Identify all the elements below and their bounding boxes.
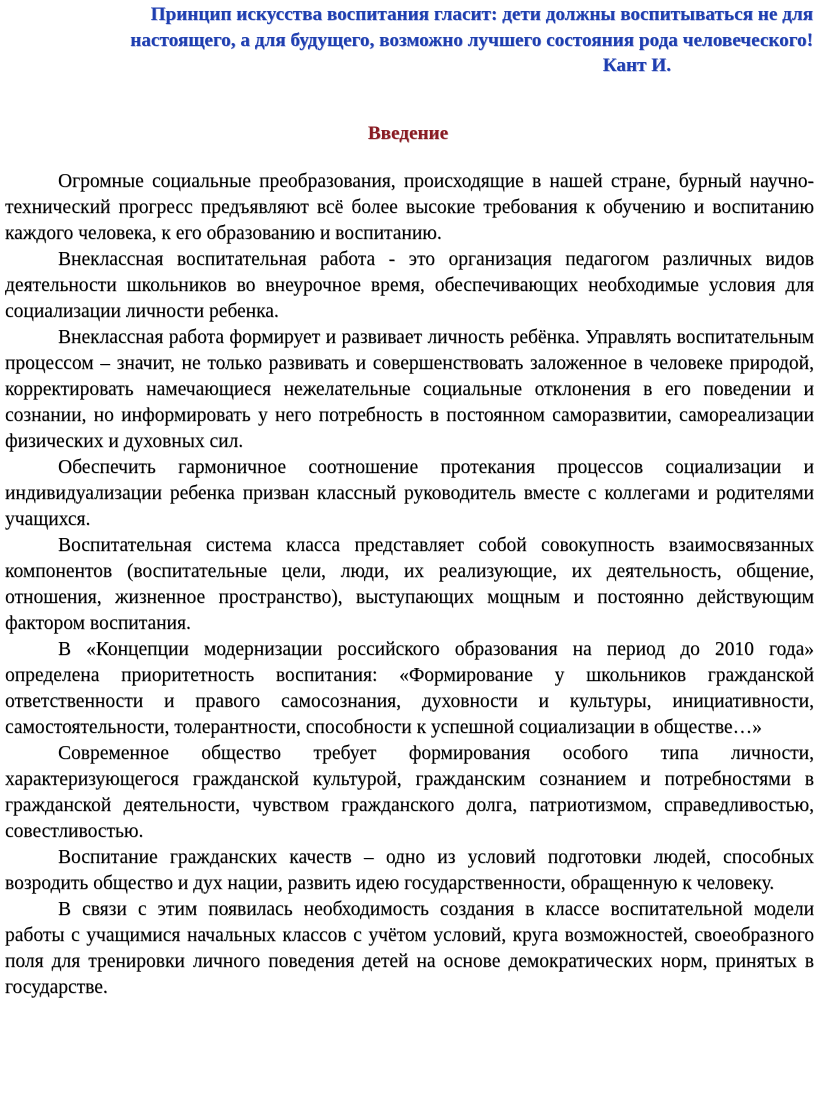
epigraph-quote: Принцип искусства воспитания гласит: дети должны воспитываться не для настоящего, а для будущего, возможно лучшего состояния рода человеческого!	[130, 4, 813, 51]
paragraph: В «Концепции модернизации российского образования на период до 2010 года» определена приоритетность воспитания: «Формирование у школьников гражданской ответственности и правого самосознания, духовности и культуры, инициативности, самостоятельности, толерантности, способности к успешной социализации в обществе…»	[5, 639, 814, 738]
paragraph: Современное общество требует формирования особого типа личности, характеризующегося гражданской культурой, гражданским сознанием и потребностями в гражданской деятельности, чувством гражданского долга, патриотизмом, справедливостью, совестливостью.	[5, 743, 814, 842]
paragraph: Обеспечить гармоничное соотношение протекания процессов социализации и индивидуализации ребенка призван классный руководитель вместе с коллегами и родителями учащихся.	[5, 457, 814, 530]
body-text	[5, 169, 814, 1001]
paragraph: Огромные социальные преобразования, происходящие в нашей стране, бурный научно-технический прогресс предъявляют всё более высокие требования к обучению и воспитанию каждого человека, к его образованию и воспитанию.	[5, 171, 814, 244]
epigraph-author: Кант И.	[602, 55, 671, 76]
section-heading: Введение	[367, 123, 449, 144]
paragraph: Воспитание гражданских качеств – одно из условий подготовки людей, способных возродить общество и дух нации, развить идею государственности, обращенную к человеку.	[5, 847, 814, 894]
epigraph	[60, 2, 813, 79]
paragraph: Воспитательная система класса представляет собой совокупность взаимосвязанных компонентов (воспитательные цели, люди, их реализующие, их деятельность, общение, отношения, жизненное пространство), выступающих мощным и постоянно действующим фактором воспитания.	[5, 535, 814, 634]
paragraph: Внеклассная воспитательная работа - это организация педагогом различных видов деятельности школьников во внеурочное время, обеспечивающих необходимые условия для социализации личности ребенка.	[5, 249, 814, 322]
paragraph: Внеклассная работа формирует и развивает личность ребёнка. Управлять воспитательным процессом – значит, не только развивать и совершенствовать заложенное в человеке природой, корректировать намечающиеся нежелательные социальные отклонения в его поведении и сознании, но информировать у него потребность в постоянном саморазвитии, самореализации физических и духовных сил.	[5, 327, 814, 452]
paragraph: В связи с этим появилась необходимость создания в классе воспитательной модели работы с учащимися начальных классов с учётом условий, круга возможностей, своеобразного поля для тренировки личного поведения детей на основе демократических норм, принятых в государстве.	[5, 899, 814, 998]
